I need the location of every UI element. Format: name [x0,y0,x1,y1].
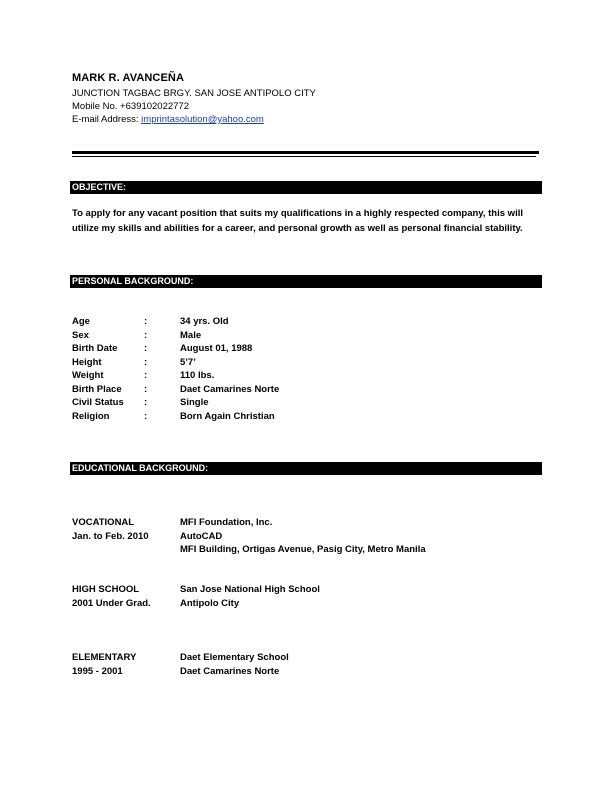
personal-separator: : [144,356,148,368]
personal-row-height [72,357,542,371]
header-divider-thick [72,151,539,154]
objective-line-1: To apply for any vacant position that suits my qualifications in a highly respected company, this will [72,208,523,219]
personal-row-age [72,316,542,330]
edu-course: AutoCAD [180,530,223,542]
personal-value: 34 yrs. Old [180,316,229,327]
personal-separator: : [144,397,148,408]
edu-school: San Jose National High School [180,584,320,595]
personal-separator: : [144,343,148,354]
objective-line-2: utilize my skills and abilities for a career, and personal growth as well as personal financial stability. [72,222,523,234]
personal-value: Born Again Christian [180,410,275,422]
education-heading: EDUCATIONAL BACKGROUND: [70,462,542,475]
personal-separator: : [144,370,148,381]
personal-value: August 01, 1988 [180,343,253,354]
edu-level: ELEMENTARY [72,652,137,663]
email-link[interactable]: imprintasolution@yahoo.com [141,114,264,125]
personal-label: Height [72,356,102,368]
personal-label: Weight [72,370,104,381]
edu-address: Antipolo City [180,597,240,609]
edu-school: Daet Elementary School [180,652,289,663]
email-label: E-mail Address: [72,114,142,125]
personal-row-sex [72,330,542,344]
personal-row-birth-place [72,384,542,398]
personal-value: Male [180,329,202,341]
personal-label: Age [72,316,90,327]
personal-label: Civil Status [72,397,124,408]
personal-separator: : [144,316,148,327]
edu-period: 2001 Under Grad. [72,597,151,609]
personal-label: Religion [72,410,110,422]
mobile-line: Mobile No. +639102022772 [72,101,189,112]
applicant-name: MARK R. AVANCEÑA [72,72,185,84]
personal-row-religion [72,411,542,425]
edu-address: Daet Camarines Norte [180,665,280,677]
personal-row-weight [72,370,542,384]
edu-period: 1995 - 2001 [72,665,123,677]
personal-heading: PERSONAL BACKGROUND: [70,275,542,288]
edu-address: MFI Building, Ortigas Avenue, Pasig City, Metro Manila [180,544,426,555]
edu-period: Jan. to Feb. 2010 [72,530,149,542]
email-line [72,114,264,125]
personal-row-birth-date [72,343,542,357]
personal-separator: : [144,329,148,341]
education-vocational [72,517,542,559]
education-high-school [72,584,542,612]
edu-level: HIGH SCHOOL [72,584,140,595]
personal-separator: : [144,410,148,422]
personal-value: Single [180,397,209,408]
personal-row-civil-status [72,397,542,411]
personal-value: Daet Camarines Norte [180,383,280,395]
personal-label: Birth Place [72,383,122,395]
objective-heading: OBJECTIVE: [70,181,542,194]
personal-label: Birth Date [72,343,118,354]
edu-level: VOCATIONAL [72,517,135,528]
edu-school: MFI Foundation, Inc. [180,517,273,528]
personal-label: Sex [72,329,89,341]
personal-value: 110 lbs. [180,370,215,381]
personal-separator: : [144,383,148,395]
objective-text [72,207,542,236]
address-line: JUNCTION TAGBAC BRGY. SAN JOSE ANTIPOLO CITY [72,88,316,99]
header-divider-thin [72,156,536,157]
education-elementary [72,652,542,680]
personal-value: 5’7’ [180,356,196,368]
